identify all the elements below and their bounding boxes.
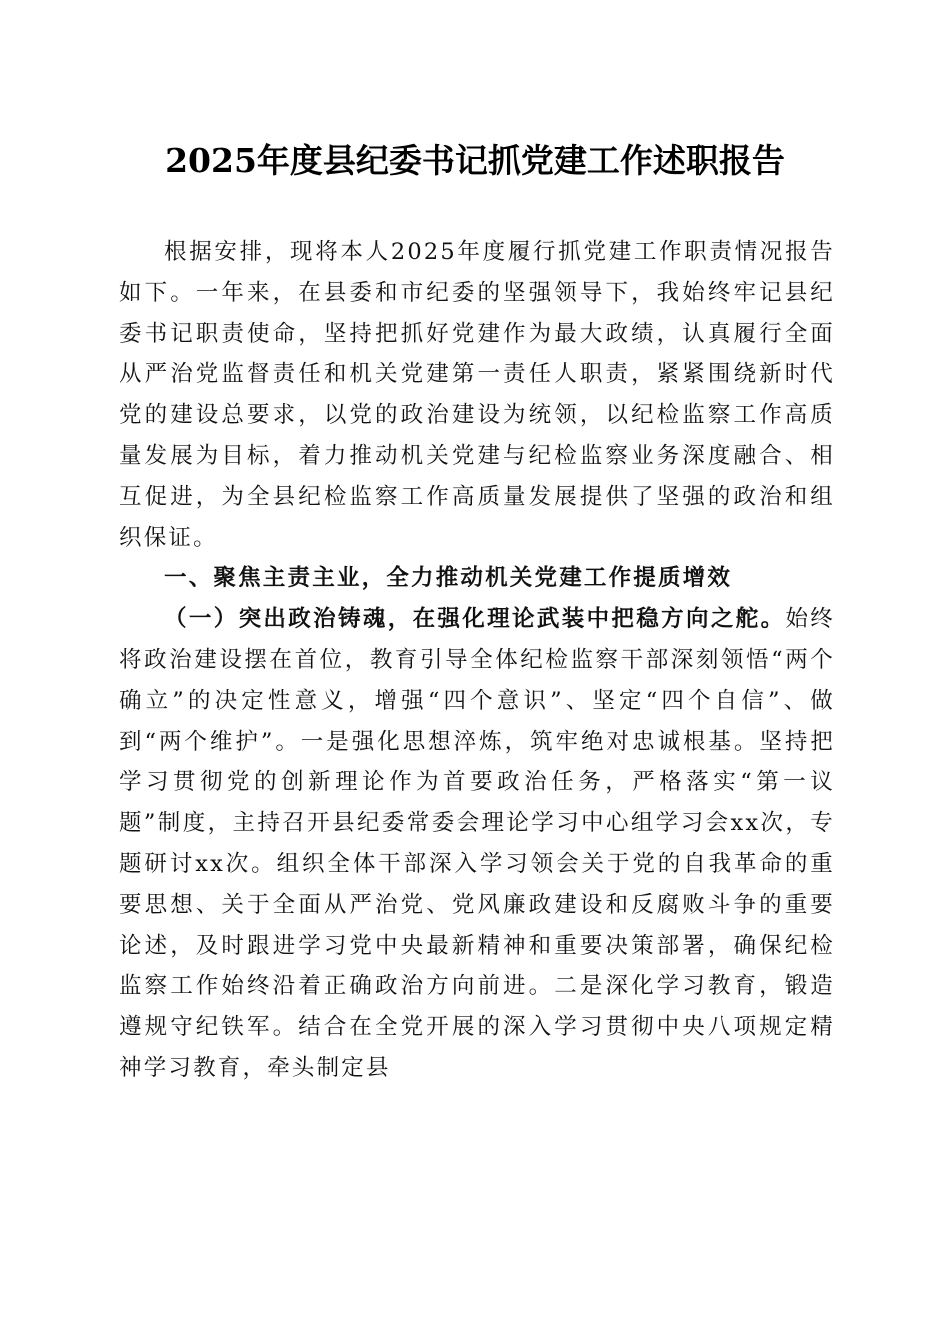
subsection-paragraph-1	[119, 599, 835, 1089]
document-title: 2025年度县纪委书记抓党建工作述职报告	[165, 141, 785, 180]
document-body	[119, 232, 835, 1089]
subsection-body-1: 始终将政治建设摆在首位，教育引导全体纪检监察干部深刻领悟“两个确立”的决定性意义，增强“四个意识”、坚定“四个自信”、做到“两个维护”。一是强化思想淬炼，筑牢绝对忠诚根基。坚持把学习贯彻党的创新理论作为首要政治任务，严格落实“第一议题”制度，主持召开县纪委常委会理论学习中心组学习会xx次，专题研讨xx次。组织全体干部深入学习领会关于党的自我革命的重要思想、关于全面从严治党、党风廉政建设和反腐败斗争的重要论述，及时跟进学习党中央最新精神和重要决策部署，确保纪检监察工作始终沿着正确政治方向前进。二是深化学习教育，锻造遵规守纪铁军。结合在全党开展的深入学习贯彻中央八项规定精神学习教育，牵头制定县	[119, 606, 835, 1081]
subsection-lead-1: （一）突出政治铸魂，在强化理论武装中把稳方向之舵。	[164, 606, 786, 633]
section-heading-1: 一、聚焦主责主业，全力推动机关党建工作提质增效	[164, 565, 733, 592]
intro-paragraph: 根据安排，现将本人2025年度履行抓党建工作职责情况报告如下。一年来，在县委和市纪委的坚强领导下，我始终牢记县纪委书记职责使命，坚持把抓好党建作为最大政绩，认真履行全面从严治党监督责任和机关党建第一责任人职责，紧紧围绕新时代党的建设总要求，以党的政治建设为统领，以纪检监察工作高质量发展为目标，着力推动机关党建与纪检监察业务深度融合、相互促进，为全县纪检监察工作高质量发展提供了坚强的政治和组织保证。	[119, 239, 835, 551]
